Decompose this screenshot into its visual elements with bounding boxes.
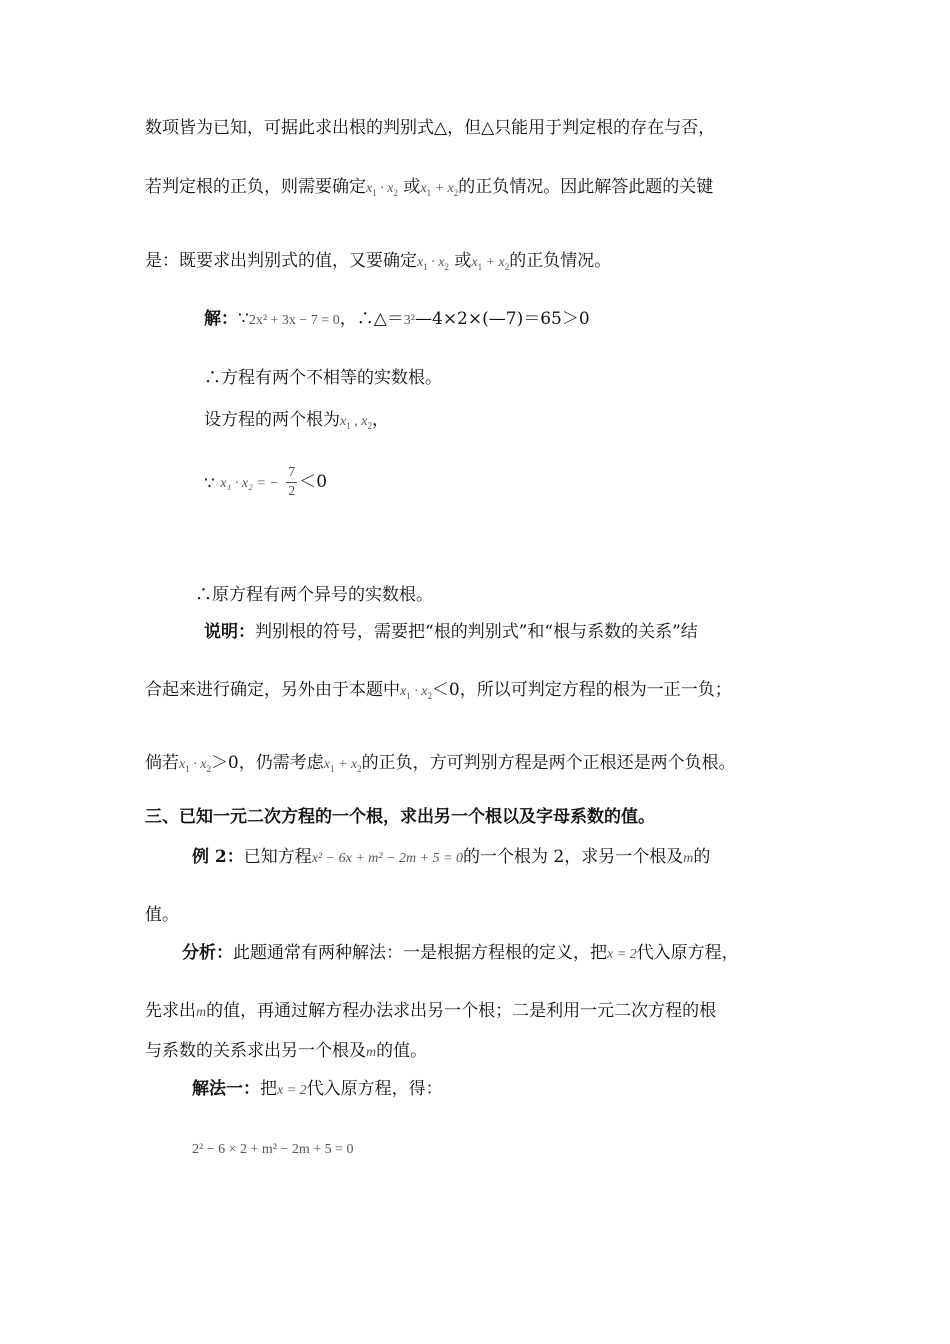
- analysis-line-3: 与系数的关系求出另一个根及m的值。: [145, 1041, 428, 1061]
- para-line-2: 若判定根的正负，则需要确定$x_1 \cdot x_2$ 或$x_1 + x_2$的正负情况。因此解答此题的关键: [145, 177, 714, 198]
- math-m: m: [366, 1045, 377, 1060]
- method-one-line: 解法一：把x = 2代入原方程，得：: [192, 1079, 443, 1099]
- opposite-roots-line: ∴原方程有两个异号的实数根。: [195, 585, 433, 605]
- math-x1-x2: $x_1 \cdot x_2$: [366, 181, 398, 198]
- example-2-end: 值。: [145, 905, 179, 925]
- analysis-line-1: 分析：此题通常有两种解法：一是根据方程根的定义，把x = 2代入原方程，: [182, 943, 739, 963]
- analysis-label: 分析：: [182, 943, 233, 963]
- math-x-eq-2: x = 2: [277, 1083, 307, 1098]
- math-x1-plus-x2: $x_1 + x_2$: [420, 181, 459, 198]
- analysis-line-2: 先求出m的值，再通过解方程办法求出另一个根；二是利用一元二次方程的根: [145, 1001, 717, 1021]
- solution-line: 解：∵2x² + 3x − 7 = 0，∴△＝3²—4×2×(—7)＝65＞0: [204, 309, 590, 329]
- product-formula: ∵ x₁ · x₂ = − $\frac{7}{2}$ ＜0: [204, 465, 328, 499]
- para-line-1: 数项皆为已知，可据此求出根的判别式△，但△只能用于判定根的存在与否，: [145, 118, 716, 138]
- two-roots-line: ∴方程有两个不相等的实数根。: [204, 368, 442, 388]
- math-x1-x2: $x_1 \cdot x_2$: [400, 684, 432, 701]
- math-m: m: [196, 1005, 207, 1020]
- math-x-eq-2: x = 2: [607, 947, 637, 962]
- note-line-3: 倘若$x_1 \cdot x_2>0$，仍需考虑$x_1 + x_2$的正负，方可判别方程是两个正根还是两个负根。: [145, 753, 736, 774]
- math-x1-plus-x2: $x_1 + x_2$: [471, 255, 510, 272]
- final-equation: 2² − 6 × 2 + m² − 2m + 5 = 0: [192, 1142, 354, 1157]
- math-m: m: [683, 851, 694, 866]
- math-three-squared: 3²: [403, 313, 415, 328]
- fraction: $\frac{7}{2}$: [288, 465, 296, 499]
- example-2-line: 例 2：已知方程x² − 6x + m² − 2m + 5 = 0的一个根为 2，求另一个根及m的: [192, 847, 711, 867]
- math-x1-x2: $x_1 \cdot x_2$: [179, 757, 211, 774]
- solution-label: 解：: [204, 309, 238, 329]
- note-line-1: 说明：判别根的符号，需要把“根的判别式”和“根与系数的关系”结: [204, 622, 698, 642]
- example-label: 例 2：: [192, 847, 244, 867]
- note-line-2: 合起来进行确定，另外由于本题中$x_1 \cdot x_2<0$，所以可判定方程的根为一正一负；: [145, 680, 732, 701]
- math-x1-x2: $x_1 \cdot x_2$: [417, 255, 449, 272]
- method-one-label: 解法一：: [192, 1079, 260, 1099]
- set-roots-line: 设方程的两个根为$x_1$ , $x_2$，: [204, 410, 389, 431]
- math-equation: 2x² + 3x − 7 = 0: [248, 313, 340, 328]
- math-x1-comma-x2: $x_1$ , $x_2$: [340, 414, 372, 431]
- math-x1-plus-x2: $x_1 + x_2$: [323, 757, 362, 774]
- para-line-3: 是：既要求出判别式的值，又要确定$x_1 \cdot x_2$ 或$x_1 + x_2$的正负情况。: [145, 251, 612, 272]
- math-equation: x² − 6x + m² − 2m + 5 = 0: [311, 851, 464, 866]
- section-heading: 三、已知一元二次方程的一个根，求出另一个根以及字母系数的值。: [145, 807, 655, 827]
- note-label: 说明：: [204, 622, 255, 642]
